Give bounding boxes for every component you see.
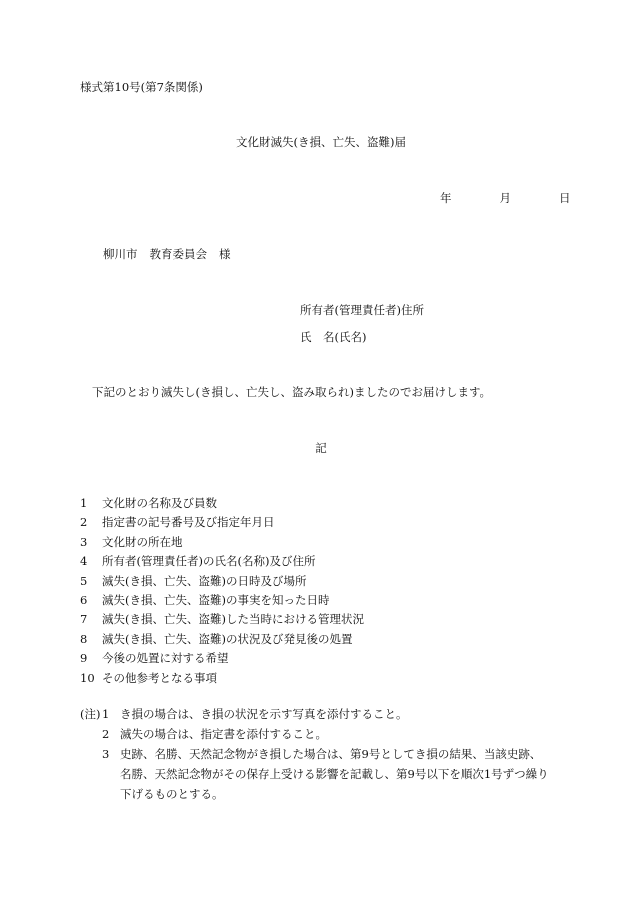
addressee-honorific: 様 [219, 247, 231, 261]
date-month: 月 [499, 191, 511, 205]
item-text: 滅失(き損、亡失、盗難)の日時及び場所 [102, 573, 307, 588]
item-list [80, 498, 364, 692]
addressee-city: 柳川市 [103, 247, 138, 261]
date-line [440, 193, 571, 205]
item-text: 指定書の記号番号及び指定年月日 [102, 515, 275, 530]
body-text: 下記のとおり滅失し(き損し、亡失し、盗み取られ)ましたのでお届けします。 [92, 385, 492, 399]
note-item [80, 724, 550, 744]
note-number: 1 [102, 707, 110, 721]
item-text: 所有者(管理責任者)の氏名(名称)及び住所 [102, 554, 316, 569]
addressee-committee: 教育委員会 [149, 247, 207, 261]
ki-heading: 記 [315, 441, 327, 455]
item-number: 7 [80, 612, 88, 627]
item-number: 5 [80, 573, 88, 588]
note-item [80, 704, 550, 724]
date-day: 日 [559, 191, 571, 205]
item-text: 滅失(き損、亡失、盗難)の状況及び発見後の処置 [102, 631, 353, 646]
item-text: 今後の処置に対する希望 [102, 651, 229, 666]
date-year: 年 [440, 191, 452, 205]
owner-name-label: 氏 名(氏名) [300, 330, 367, 344]
note-text: 滅失の場合は、指定書を添付すること。 [120, 727, 327, 741]
item-text: 文化財の名称及び員数 [102, 496, 217, 510]
note-text: き損の場合は、き損の状況を示す写真を添付すること。 [120, 707, 408, 721]
note-text: 史跡、名勝、天然記念物がき損した場合は、第9号としてき損の結果、当該史跡、名勝、天然記念物がその保存上受ける影響を記載し、第9号以下を順次1号ずつ繰り下げるものとする。 [120, 747, 549, 801]
item-number: 3 [80, 534, 88, 549]
item-number: 9 [80, 651, 88, 666]
list-item [80, 614, 364, 633]
list-item [80, 670, 364, 692]
item-text: 滅失(き損、亡失、盗難)した当時における管理状況 [102, 612, 364, 627]
item-number: 2 [80, 515, 88, 530]
addressee [103, 249, 231, 261]
item-number: 8 [80, 631, 88, 646]
notes-section [80, 704, 550, 804]
item-text: 滅失(き損、亡失、盗難)の事実を知った日時 [102, 592, 330, 607]
item-text: 文化財の所在地 [102, 534, 183, 549]
form-number: 様式第10号(第7条関係) [80, 80, 203, 94]
note-number: 3 [102, 747, 110, 761]
note-number: 2 [102, 727, 110, 741]
item-number: 6 [80, 592, 88, 607]
item-number: 10 [80, 670, 95, 685]
item-number: 1 [80, 496, 88, 510]
notes-prefix: (注) [80, 707, 101, 721]
document-title: 文化財滅失(き損、亡失、盗難)届 [236, 135, 406, 149]
note-item [80, 744, 550, 804]
list-item [80, 556, 364, 575]
item-text: その他参考となる事項 [102, 670, 217, 685]
owner-address-label: 所有者(管理責任者)住所 [300, 303, 424, 317]
item-number: 4 [80, 554, 88, 569]
list-item [80, 653, 364, 672]
list-item [80, 517, 364, 536]
